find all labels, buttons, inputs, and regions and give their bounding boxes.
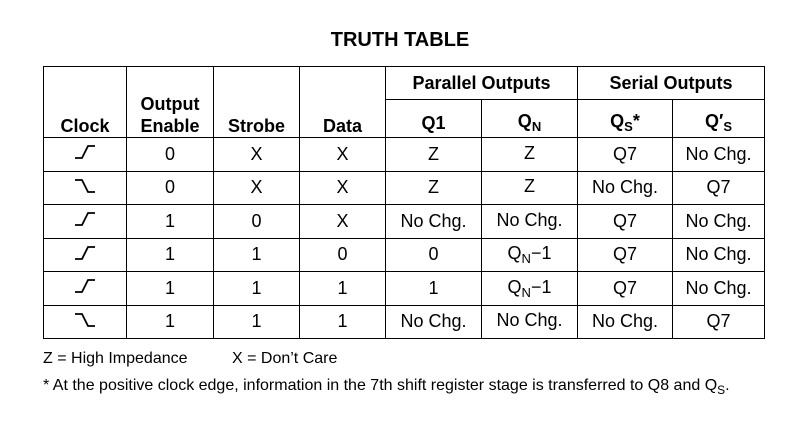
footnote: * At the positive clock edge, information in the 7th shift register stage is transferred to Q8 and $Q_S$. bbox=[43, 377, 730, 397]
cell-clock bbox=[44, 238, 127, 272]
cell-q1: 0 bbox=[386, 238, 482, 272]
cell-qn: No Chg. bbox=[482, 205, 578, 239]
cell-qs: No Chg. bbox=[578, 171, 673, 205]
cell-qprime: Q7 bbox=[673, 171, 765, 205]
cell-qprime: Q7 bbox=[673, 305, 765, 339]
cell-qn: No Chg. bbox=[482, 305, 578, 339]
header-q1: Q1 bbox=[386, 100, 482, 138]
cell-qn: Z bbox=[482, 171, 578, 205]
falling-edge-icon bbox=[74, 312, 96, 333]
cell-qn: Z bbox=[482, 138, 578, 172]
table-row bbox=[44, 205, 765, 239]
header-output-enable bbox=[127, 67, 214, 138]
cell-qs: Q7 bbox=[578, 238, 673, 272]
cell-data: 0 bbox=[300, 238, 386, 272]
cell-output-enable: 0 bbox=[127, 171, 214, 205]
legend bbox=[43, 350, 337, 368]
cell-strobe: 1 bbox=[214, 272, 300, 306]
cell-output-enable: 1 bbox=[127, 305, 214, 339]
header-output-enable-line2: Enable bbox=[140, 116, 200, 136]
cell-qs: Q7 bbox=[578, 205, 673, 239]
cell-data: X bbox=[300, 138, 386, 172]
rising-edge-icon bbox=[74, 144, 96, 165]
cell-qs: Q7 bbox=[578, 138, 673, 172]
cell-data: X bbox=[300, 171, 386, 205]
rising-edge-icon bbox=[74, 245, 96, 266]
truth-table bbox=[43, 66, 765, 339]
cell-data: 1 bbox=[300, 272, 386, 306]
cell-q1: 1 bbox=[386, 272, 482, 306]
cell-clock bbox=[44, 171, 127, 205]
cell-strobe: X bbox=[214, 171, 300, 205]
legend-x: X = Don’t Care bbox=[231, 350, 338, 367]
table-row bbox=[44, 138, 765, 172]
cell-output-enable: 1 bbox=[127, 205, 214, 239]
cell-qs: No Chg. bbox=[578, 305, 673, 339]
header-output-enable-line1: Output bbox=[140, 94, 200, 114]
cell-strobe: X bbox=[214, 138, 300, 172]
cell-output-enable: 0 bbox=[127, 138, 214, 172]
cell-q1: No Chg. bbox=[386, 305, 482, 339]
cell-strobe: 1 bbox=[214, 238, 300, 272]
cell-q1: Z bbox=[386, 171, 482, 205]
table-row bbox=[44, 171, 765, 205]
cell-clock bbox=[44, 138, 127, 172]
cell-qprime: No Chg. bbox=[673, 205, 765, 239]
cell-qprime: No Chg. bbox=[673, 272, 765, 306]
rising-edge-icon bbox=[74, 278, 96, 299]
header-clock: Clock bbox=[44, 67, 127, 138]
header-data: Data bbox=[300, 67, 386, 138]
cell-clock bbox=[44, 205, 127, 239]
cell-data: X bbox=[300, 205, 386, 239]
header-serial-outputs: Serial Outputs bbox=[578, 67, 765, 100]
cell-qn: $Q_N-1$ bbox=[482, 238, 578, 272]
cell-q1: Z bbox=[386, 138, 482, 172]
cell-strobe: 0 bbox=[214, 205, 300, 239]
cell-output-enable: 1 bbox=[127, 272, 214, 306]
table-row bbox=[44, 238, 765, 272]
table-row bbox=[44, 305, 765, 339]
cell-qprime: No Chg. bbox=[673, 138, 765, 172]
header-qs: $Q_S*$ bbox=[578, 100, 673, 138]
table-row bbox=[44, 272, 765, 306]
rising-edge-icon bbox=[74, 211, 96, 232]
header-parallel-outputs: Parallel Outputs bbox=[386, 67, 578, 100]
cell-output-enable: 1 bbox=[127, 238, 214, 272]
header-qn: $Q_N$ bbox=[482, 100, 578, 138]
cell-qprime: No Chg. bbox=[673, 238, 765, 272]
cell-clock bbox=[44, 305, 127, 339]
falling-edge-icon bbox=[74, 178, 96, 199]
legend-z: Z = High Impedance bbox=[43, 350, 188, 367]
page-title: TRUTH TABLE bbox=[330, 29, 470, 51]
cell-clock bbox=[44, 272, 127, 306]
cell-qn: $Q_N-1$ bbox=[482, 272, 578, 306]
cell-strobe: 1 bbox=[214, 305, 300, 339]
cell-q1: No Chg. bbox=[386, 205, 482, 239]
header-strobe: Strobe bbox=[214, 67, 300, 138]
header-qprime-s: $Q'_S$ bbox=[673, 100, 765, 138]
cell-qs: Q7 bbox=[578, 272, 673, 306]
cell-data: 1 bbox=[300, 305, 386, 339]
